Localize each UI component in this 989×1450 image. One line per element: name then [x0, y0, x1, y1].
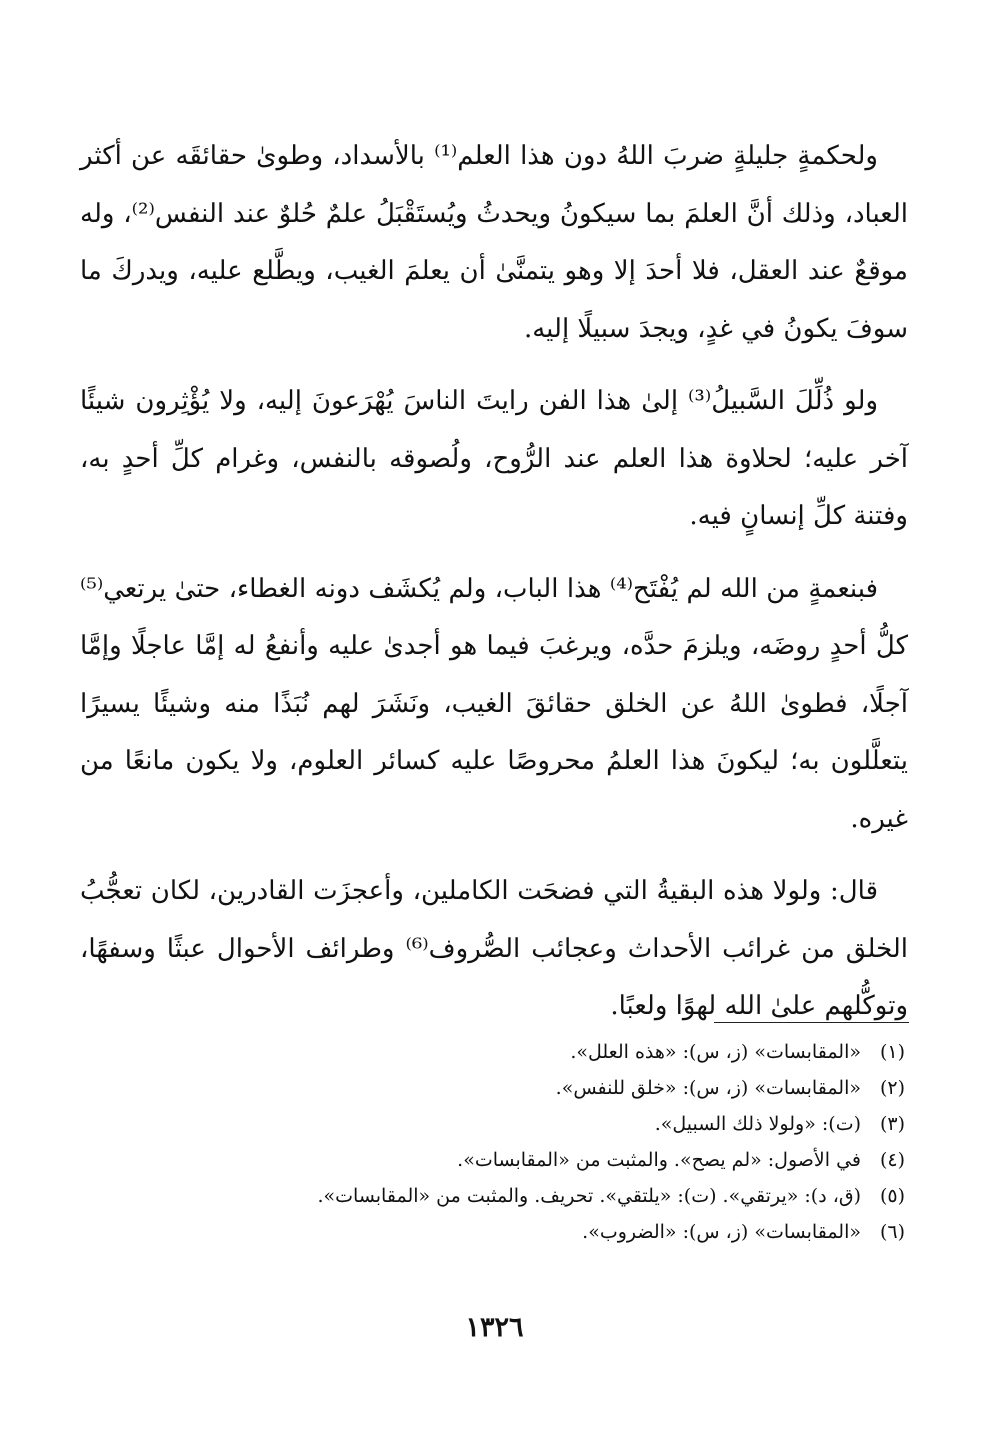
- footnote-3: [200, 1106, 905, 1142]
- footnote-text: (ت): «ولولا ذلك السبيل».: [654, 1113, 861, 1135]
- footnote-2: [200, 1070, 905, 1106]
- footnote-text: «المقابسات» (ز، س): «هذه العلل».: [570, 1041, 861, 1063]
- footnote-number: (٤): [879, 1149, 905, 1171]
- page-number: ١٣٢٦: [465, 1312, 524, 1343]
- footnote-number: (٢): [879, 1077, 905, 1099]
- main-text: [80, 128, 908, 1051]
- footnote-text: «المقابسات» (ز، س): «خلق للنفس».: [555, 1077, 861, 1099]
- footnote-text: في الأصول: «لم يصح». والمثبت من «المقابسات».: [457, 1149, 861, 1171]
- paragraph-4: قال: ولولا هذه البقيةُ التي فضحَت الكاملين، وأعجزَت القادرين، لكان تعجُّبُ الخلق من غرائب الأحداث وعجائب الصُّروف⁽⁶⁾ وطرائف الأحوال عبثًا وسفهًا، وتوكُّلهم علىٰ الله لهوًا ولعبًا.: [80, 876, 908, 1021]
- footnotes: [200, 1034, 905, 1250]
- paragraph-3: فبنعمةٍ من الله لم يُفْتَح⁽⁴⁾ هذا الباب، ولم يُكشَف دونه الغطاء، حتىٰ يرتعي⁽⁵⁾ كلُّ أحدٍ روضَه، ويلزمَ حدَّه، ويرغبَ فيما هو أجدىٰ عليه وأنفعُ له إمَّا عاجلًا وإمَّا آجلًا، فطوىٰ اللهُ عن الخلق حقائقَ الغيب، ونَشَرَ لهم نُبَذًا منه وشيئًا يسيرًا يتعلَّلون به؛ ليكونَ هذا العلمُ محروصًا عليه كسائر العلوم، ولا يكون مانعًا من غيره.: [80, 573, 908, 834]
- footnote-divider: [714, 1022, 909, 1023]
- footnote-1: [200, 1034, 905, 1070]
- footnote-number: (٣): [879, 1113, 905, 1135]
- footnote-number: (١): [879, 1041, 905, 1063]
- footnote-text: (ق، د): «يرتقي». (ت): «يلتقي». تحريف. والمثبت من «المقابسات».: [317, 1185, 861, 1207]
- footnote-number: (٥): [879, 1185, 905, 1207]
- footnote-6: [200, 1214, 905, 1250]
- footnote-number: (٦): [879, 1221, 905, 1243]
- footnote-5: [200, 1178, 905, 1214]
- footnote-text: «المقابسات» (ز، س): «الضروب».: [582, 1221, 861, 1243]
- paragraph-1: ولحكمةٍ جليلةٍ ضربَ اللهُ دون هذا العلم⁽¹⁾ بالأسداد، وطوىٰ حقائقَه عن أكثر العباد، وذلك أنَّ العلمَ بما سيكونُ ويحدثُ ويُستَقْبَلُ علمٌ حُلوٌ عند النفس⁽²⁾، وله موقعٌ عند العقل، فلا أحدَ إلا وهو يتمنَّىٰ أن يعلمَ الغيب، ويطَّلع عليه، ويدركَ ما سوفَ يكونُ في غدٍ، ويجدَ سبيلًا إليه.: [80, 141, 908, 344]
- paragraph-2: ولو ذُلِّلَ السَّبيلُ⁽³⁾ إلىٰ هذا الفن رايتَ الناسَ يُهْرَعونَ إليه، ولا يُؤْثِرون شيئًا آخر عليه؛ لحلاوة هذا العلم عند الرُّوح، ولُصوقه بالنفس، وغرام كلِّ أحدٍ به، وفتنة كلِّ إنسانٍ فيه.: [80, 386, 908, 531]
- footnote-4: [200, 1142, 905, 1178]
